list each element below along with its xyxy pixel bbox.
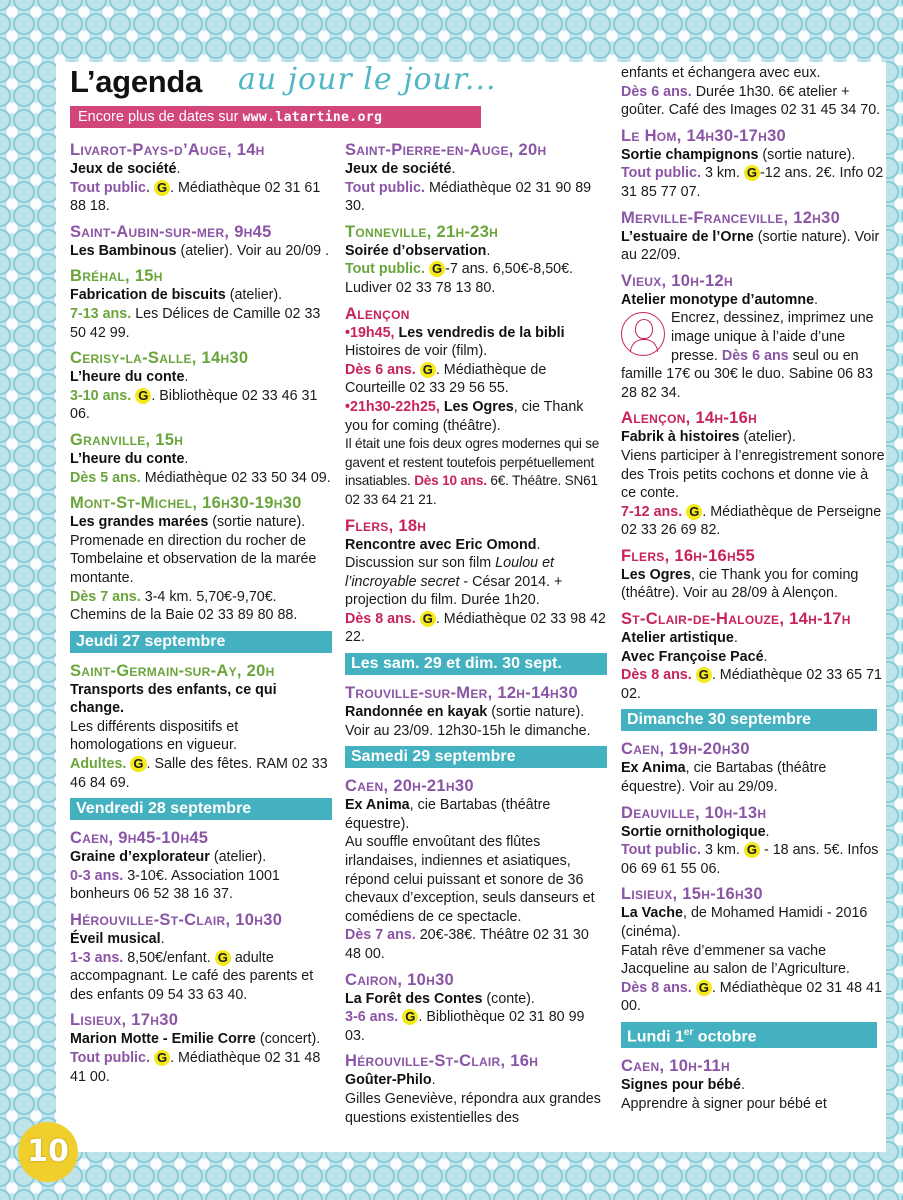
day-header-sup: er: [683, 1026, 694, 1038]
event-location: Deauville, 10h-13h: [621, 803, 767, 822]
event-merville: [621, 208, 885, 265]
page-title: L’agenda: [70, 64, 202, 99]
event-deauville: Deauville, 10h-13h Sortie ornithologique. Tout public. 3 km. G - 18 ans. 5€. Infos 06 69 61 55 06.: [621, 803, 885, 879]
event-info: Médiathèque 02 33 98 42 22.: [345, 610, 606, 646]
event-info: Médiathèque de Perseigne 02 33 26 69 82.: [621, 503, 882, 539]
event-distance: 3 km.: [704, 165, 740, 182]
event-info: , cie Thank you for coming (théâtre). Voir au 28/09 à Alençon.: [621, 566, 859, 602]
event-description: Apprendre à signer pour bébé et: [621, 1095, 827, 1112]
event-title: Atelier monotype d’automne: [621, 291, 815, 308]
event-title: Sortie champignons: [621, 146, 759, 163]
event-info: Médiathèque 02 31 48 41 00.: [621, 979, 882, 1015]
event-audience: Dès 8 ans.: [345, 610, 416, 627]
event-info: (sortie nature). Voir au 22/09.: [621, 228, 880, 264]
event-info: Médiathèque 02 31 61 88 18.: [70, 179, 321, 215]
event-title: Fabrik à histoires: [621, 429, 740, 446]
event-location: Flers, 16h-16h55: [621, 546, 755, 565]
column-2: [345, 140, 607, 1133]
event-tonneville: Tonneville, 21h-23h Soirée d’observation. Tout public. G -7 ans. 6,50€-8,50€. Ludiver 02 33 78 13 80.: [345, 222, 607, 298]
event-brehal: [70, 266, 332, 342]
event-info: -12 ans. 2€. Info 02 31 85 77 07.: [621, 165, 884, 200]
event-audience: Dès 8 ans.: [621, 979, 692, 996]
free-badge-icon: G: [696, 667, 712, 683]
event-cerisy: Cerisy-la-Salle, 14h30 L’heure du conte. 3-10 ans. G . Bibliothèque 02 33 46 31 06.: [70, 348, 332, 424]
event-location: Saint-Aubin-sur-mer, 9h45: [70, 222, 272, 241]
event-info: 20€-38€. Théâtre 02 31 30 48 00.: [345, 927, 589, 962]
event-location: Lisieux, 15h-16h30: [621, 885, 763, 904]
event-title: L’heure du conte: [70, 450, 185, 467]
event-type: (sortie nature).: [212, 514, 306, 531]
event-title: Transports des enfants, ce qui change.: [70, 681, 277, 717]
event-location: Caen, 19h-20h30: [621, 740, 750, 759]
event-location: Caen, 9h45-10h45: [70, 829, 209, 848]
event-title: L’heure du conte: [70, 369, 185, 386]
event-info: Bibliothèque 02 31 80 99 03.: [345, 1009, 585, 1044]
event-location: Hérouville-St-Clair, 16h: [345, 1052, 539, 1071]
page-number: 10: [18, 1122, 78, 1182]
event-info: Les Délices de Camille 02 33 50 42 99.: [70, 305, 321, 341]
free-badge-icon: G: [420, 362, 436, 378]
event-audience: Tout public.: [621, 165, 701, 182]
day-header: Samedi 29 septembre: [345, 746, 607, 768]
event-title: Jeux de société: [70, 161, 177, 177]
event-lisieux-vache: Lisieux, 15h-16h30 La Vache, de Mohamed Hamidi - 2016 (cinéma). Fatah rêve d’emmener sa vache Jacqueline au salon de l’Agriculture. Dès 8 ans. G . Médiathèque 02 31 48 41 00.: [621, 884, 885, 1016]
event-cairon: Cairon, 10h30 La Forêt des Contes (conte). 3-6 ans. G . Bibliothèque 02 31 80 99 03.: [345, 970, 607, 1046]
event-location: Bréhal, 15h: [70, 267, 163, 286]
free-badge-icon: G: [135, 388, 151, 404]
event-audience: Tout public.: [70, 179, 150, 196]
event-alencon-fabrik: Alençon, 14h-16h Fabrik à histoires (atelier). Viens participer à l’enregistrement sonore des Trois petits cochons et donne vie à ce conte. 7-12 ans. G . Médiathèque de Perseigne 02 33 26 69 82.: [621, 409, 885, 539]
event-title: Signes pour bébé: [621, 1077, 741, 1094]
event-title: Atelier artistique: [621, 630, 734, 647]
event-info: Durée 1h30. 6€ atelier + goûter. Café des Images 02 31 45 34 70.: [621, 83, 881, 119]
event-audience: Tout public.: [345, 179, 425, 196]
event-audience: Dès 5 ans.: [70, 469, 141, 486]
event-vieux: Vieux, 10h-12h Atelier monotype d’automne. Encrez, dessinez, imprimez une image unique à l’aide d’une presse. Dès 6 ans seul ou en famille 17€ ou 30€ le duo. Sabine 06 83 28 82 34.: [621, 271, 885, 403]
free-badge-icon: G: [429, 261, 445, 277]
event-title: Ex Anima: [345, 797, 410, 814]
event-title: Les vendredis de la bibli: [398, 324, 565, 341]
event-title: Les Ogres: [443, 398, 514, 415]
event-description: - César 2014. + projection du film. Durée 1h20.: [345, 573, 563, 609]
event-description: Fatah rêve d’emmener sa vache Jacqueline au salon de l’Agriculture.: [621, 942, 850, 978]
promo-text: Encore plus de dates sur: [78, 109, 243, 125]
event-audience: Dès 6 ans: [721, 347, 789, 364]
event-description: Viens participer à l’enregistrement sonore des Trois petits cochons et donne vie à ce conte.: [621, 447, 885, 502]
film-title: Loulou et l’incroyable secret: [345, 555, 554, 590]
event-audience: 3-10 ans.: [70, 387, 132, 404]
event-continued: [621, 64, 885, 120]
event-location: Merville-Franceville, 12h30: [621, 208, 841, 227]
event-info: adulte accompagnant. Le café des parents et des enfants 09 54 33 63 40.: [70, 949, 314, 1003]
event-location: Trouville-sur-Mer, 12h-14h30: [345, 684, 578, 703]
promo-link[interactable]: www.latartine.org: [242, 110, 383, 125]
day-header-text: Lundi 1: [627, 1028, 684, 1046]
event-description: Au souffle envoûtant des flûtes irlandaises, indiennes et asiatiques, répond celui puissant et sonore de 36 chevaux d’exception, seuls danseurs et comédiens de ce spectacle.: [345, 834, 595, 925]
event-info: Médiathèque 02 31 48 41 00.: [70, 1050, 321, 1085]
event-caen-sunday: [621, 739, 885, 796]
event-info: Salle des fêtes. RAM 02 33 46 84 69.: [70, 756, 328, 791]
event-subtitle: Avec Françoise Pacé: [621, 648, 764, 665]
event-audience: Adultes.: [70, 756, 127, 773]
event-alencon: Alençon •19h45, Les vendredis de la bibli Histoires de voir (film). Dès 6 ans. G . Médiathèque de Courteille 02 33 29 56 55. •21h30-22h25, Les Ogres, cie Thank you for coming (théâtre). Il était une fois deux ogres modernes qui se gavent et restent toutefois perpétuellement insatiables. Dès 10 ans. 6€. Théâtre. SN61 02 33 64 21 21.: [345, 304, 607, 510]
day-header: Vendredi 28 septembre: [70, 798, 332, 820]
event-location: Tonneville, 21h-23h: [345, 222, 499, 241]
event-info: Bibliothèque 02 33 46 31 06.: [70, 387, 318, 423]
free-badge-icon: G: [130, 756, 146, 772]
event-title: Jeux de société: [345, 161, 452, 177]
event-info: , cie Bartabas (théâtre équestre). Voir au 29/09.: [621, 760, 827, 796]
event-description: Il était une fois deux ogres modernes qui se gavent et restent toutefois perpétuellement insatiables.: [345, 436, 600, 489]
event-info: - 18 ans. 5€. Infos 06 69 61 55 06.: [621, 842, 879, 877]
event-price: 8,50€/enfant.: [127, 949, 211, 966]
event-title: Graine d’explorateur: [70, 849, 210, 866]
event-audience: Dès 8 ans.: [621, 667, 692, 684]
event-granville: Granville, 15h L’heure du conte. Dès 5 ans. Médiathèque 02 33 50 34 09.: [70, 430, 331, 486]
event-type: , cie Bartabas (théâtre équestre).: [345, 797, 551, 832]
event-type: , de Mohamed Hamidi - 2016 (cinéma).: [621, 905, 868, 940]
day-header: Les sam. 29 et dim. 30 sept.: [345, 653, 607, 675]
event-audience: Dès 10 ans.: [414, 473, 487, 489]
event-livarot: Livarot-Pays-d’Auge, 14h Jeux de société. Tout public. G . Médiathèque 02 31 61 88 18.: [70, 140, 332, 216]
event-location: Caen, 10h-11h: [621, 1057, 730, 1076]
event-title: Éveil musical: [70, 931, 161, 948]
event-location: Saint-Germain-sur-Ay, 20h: [70, 661, 275, 680]
event-location: St-Clair-de-Halouze, 14h-17h: [621, 610, 851, 629]
event-description: Gilles Geneviève, répondra aux grandes questions existentielles des: [345, 1090, 601, 1126]
event-saint-aubin: [70, 222, 332, 261]
event-caen-ex-anima: [345, 776, 607, 963]
day-header: Dimanche 30 septembre: [621, 709, 877, 731]
event-location: Cerisy-la-Salle, 14h30: [70, 349, 249, 368]
day-header-text: octobre: [693, 1028, 757, 1046]
event-flers-ogres: [621, 546, 885, 603]
event-audience: 0-3 ans.: [70, 867, 124, 884]
event-audience: 7-12 ans.: [621, 503, 683, 520]
event-audience: 1-3 ans.: [70, 949, 124, 966]
event-title: La Vache: [621, 905, 683, 922]
event-lisieux: Lisieux, 17h30 Marion Motte - Emilie Corre (concert). Tout public. G . Médiathèque 02 31 48 41 00.: [70, 1010, 332, 1086]
event-description: Promenade en direction du rocher de Tombelaine et observation de la marée montante.: [70, 532, 317, 586]
event-herouville-philo: Hérouville-St-Clair, 16h Goûter-Philo. Gilles Geneviève, répondra aux grandes questions existentielles des: [345, 1051, 607, 1127]
event-audience: Tout public.: [621, 842, 701, 859]
event-info: Médiathèque 02 33 65 71 02.: [621, 667, 882, 702]
event-title: La Forêt des Contes: [345, 990, 483, 1007]
event-audience: 7-13 ans.: [70, 305, 132, 322]
event-location: Alençon: [345, 304, 410, 323]
event-info: 3-4 km. 5,70€-9,70€. Chemins de la Baie 02 33 89 80 88.: [70, 588, 298, 624]
event-info: -7 ans. 6,50€-8,50€. Ludiver 02 33 78 13 80.: [345, 261, 574, 296]
event-audience: Dès 6 ans.: [345, 361, 416, 378]
event-le-hom: [621, 126, 885, 202]
event-audience: Dès 7 ans.: [345, 927, 416, 944]
event-type: (atelier).: [213, 849, 267, 866]
event-title: Les Bambinous: [70, 242, 177, 259]
column-1: [70, 140, 332, 1092]
promo-banner: [70, 106, 481, 128]
event-title: Goûter-Philo: [345, 1072, 432, 1089]
event-title: Sortie ornithologique: [621, 823, 766, 840]
event-title: Les grandes marées: [70, 514, 209, 531]
event-description: enfants et échangera avec eux.: [621, 65, 821, 81]
free-badge-icon: G: [420, 611, 436, 627]
event-flers: Flers, 18h Rencontre avec Eric Omond. Discussion sur son film Loulou et l’incroyable secret - César 2014. + projection du film. Durée 1h20. Dès 8 ans. G . Médiathèque 02 33 98 42 22.: [345, 516, 606, 646]
event-type: (atelier).: [229, 287, 283, 304]
event-title: Les Ogres: [621, 566, 691, 583]
event-saint-germain: Saint-Germain-sur-Ay, 20h Transports des enfants, ce qui change. Les différents dispositifs et homologations en vigueur. Adultes. G . Salle des fêtes. RAM 02 33 46 84 69.: [70, 661, 332, 793]
event-title: Randonnée en kayak: [345, 704, 488, 721]
free-badge-icon: G: [744, 165, 760, 181]
event-location: Hérouville-St-Clair, 10h30: [70, 911, 283, 930]
free-badge-icon: G: [154, 180, 170, 196]
event-type: (conte).: [486, 990, 535, 1007]
event-location: Cairon, 10h30: [345, 970, 455, 989]
event-location: Alençon, 14h-16h: [621, 409, 758, 428]
event-trouville: [345, 683, 607, 740]
event-title: Rencontre avec Eric Omond: [345, 536, 537, 553]
free-badge-icon: G: [696, 980, 712, 996]
event-type: , cie Thank you for coming (théâtre).: [345, 398, 584, 434]
event-audience: 3-6 ans.: [345, 1009, 399, 1026]
event-type: (concert).: [259, 1031, 321, 1048]
event-description: Discussion sur son film: [345, 555, 496, 572]
event-info: seul ou en famille 17€ ou 30€ le duo. Sabine 06 83 28 82 34.: [621, 347, 873, 401]
column-3: [621, 64, 885, 1119]
free-badge-icon: G: [154, 1050, 170, 1066]
event-time: •21h30-22h25,: [345, 398, 440, 415]
event-info: 3-10€. Association 1001 bonheurs 06 52 38 16 37.: [70, 867, 280, 903]
event-location: Saint-Pierre-en-Auge, 20h: [345, 141, 547, 159]
event-time: •19h45,: [345, 324, 395, 341]
free-badge-icon: G: [686, 504, 702, 520]
event-audience: Dès 6 ans.: [621, 83, 692, 100]
day-header: [621, 1022, 877, 1048]
event-herouville: Hérouville-St-Clair, 10h30 Éveil musical. 1-3 ans. 8,50€/enfant. G adulte accompagnant. Le café des parents et des enfants 09 54 33 63 40.: [70, 910, 332, 1004]
event-description: Encrez, dessinez, imprimez une image unique à l’aide d’une presse.: [671, 310, 874, 364]
event-info: Médiathèque 02 31 90 89 30.: [345, 179, 592, 215]
event-info: (sortie nature). Voir au 23/09. 12h30-15h le dimanche.: [345, 704, 591, 739]
event-caen-monday: Caen, 10h-11h Signes pour bébé. Apprendre à signer pour bébé et: [621, 1056, 885, 1113]
event-description: Histoires de voir (film).: [345, 343, 488, 360]
event-caen: [70, 828, 332, 904]
event-location: Caen, 20h-21h30: [345, 777, 474, 796]
event-location: Lisieux, 17h30: [70, 1011, 179, 1030]
free-badge-icon: G: [215, 950, 231, 966]
free-badge-icon: G: [402, 1009, 418, 1025]
event-info: Médiathèque de Courteille 02 33 29 56 55.: [345, 361, 547, 397]
event-location: Livarot-Pays-d’Auge, 14h: [70, 141, 265, 159]
event-info: 6€. Théâtre. SN61 02 33 64 21 21.: [345, 473, 598, 507]
girl-illustration-icon: [621, 312, 665, 356]
event-audience: Tout public.: [345, 261, 425, 278]
event-location: Granville, 15h: [70, 430, 184, 449]
event-title: Marion Motte - Emilie Corre: [70, 1031, 256, 1048]
event-location: Vieux, 10h-12h: [621, 271, 733, 290]
event-st-clair: St-Clair-de-Halouze, 14h-17h Atelier artistique. Avec Françoise Pacé. Dès 8 ans. G . Médiathèque 02 33 65 71 02.: [621, 609, 885, 703]
event-info: (atelier). Voir au 20/09 .: [180, 242, 330, 259]
page-subtitle: au jour le jour...: [238, 62, 497, 97]
event-audience: Dès 7 ans.: [70, 588, 141, 605]
event-mont-st-michel: [70, 493, 332, 625]
event-title: Fabrication de biscuits: [70, 287, 226, 304]
day-header: Jeudi 27 septembre: [70, 631, 332, 653]
event-description: Les différents dispositifs et homologations en vigueur.: [70, 718, 239, 754]
event-info: Médiathèque 02 33 50 34 09.: [144, 469, 331, 486]
event-type: (sortie nature).: [762, 146, 856, 163]
event-distance: 3 km.: [704, 842, 740, 859]
event-saint-pierre: Saint-Pierre-en-Auge, 20h Jeux de société. Tout public. Médiathèque 02 31 90 89 30.: [345, 140, 607, 216]
free-badge-icon: G: [744, 842, 760, 858]
event-type: (atelier).: [743, 429, 796, 446]
event-location: Flers, 18h: [345, 516, 427, 535]
event-title: Ex Anima: [621, 760, 686, 777]
event-location: Le Hom, 14h30-17h30: [621, 126, 787, 145]
event-title: Soirée d’observation: [345, 242, 487, 259]
event-audience: Tout public.: [70, 1050, 150, 1066]
event-title: L’estuaire de l’Orne: [621, 228, 754, 245]
event-location: Mont-St-Michel, 16h30-19h30: [70, 494, 302, 513]
